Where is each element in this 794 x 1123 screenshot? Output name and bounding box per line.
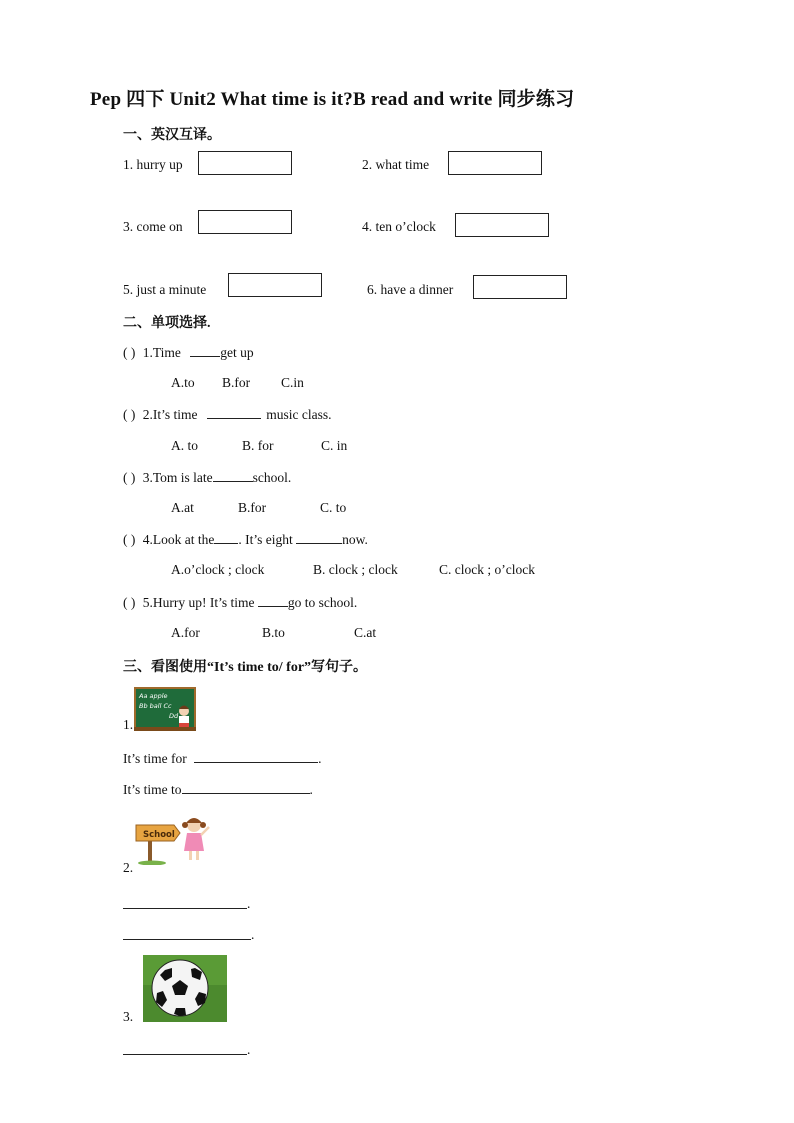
question-3-rest: school. (252, 470, 292, 485)
question-4 (123, 531, 368, 548)
item-1-label: 1. hurry up (123, 157, 183, 172)
q2-option-a[interactable]: A. to (171, 438, 198, 453)
item-3-label: 3. come on (123, 219, 183, 234)
answer-paren[interactable]: ( ) (123, 595, 136, 610)
sentence-to-text: It’s time to (123, 782, 182, 797)
question-1 (123, 344, 254, 361)
sign-text: School (143, 830, 175, 840)
answer-paren[interactable]: ( ) (123, 407, 136, 422)
section-3-heading: 三、看图使用“It’s time to/ for”写句子。 (123, 660, 368, 675)
answer-box-1[interactable] (198, 151, 292, 175)
q4-option-b[interactable]: B. clock ; clock (313, 562, 398, 577)
board-line-2: Bb ball Cc (139, 702, 172, 710)
answer-box-4[interactable] (455, 213, 549, 237)
question-5-rest: go to school. (287, 595, 358, 610)
blank[interactable] (296, 531, 342, 544)
sentence-for-text: It’s time for (123, 751, 187, 766)
period: . (247, 896, 251, 911)
blank[interactable] (214, 531, 238, 544)
picture-1-number: 1. (123, 717, 134, 732)
q4-option-a[interactable]: A.o’clock ; clock (171, 562, 265, 577)
item-5-label: 5. just a minute (123, 282, 207, 297)
item-4-label: 4. ten o’clock (362, 219, 436, 234)
section-2-heading: 二、单项选择. (123, 316, 211, 331)
q3-option-c[interactable]: C. to (320, 500, 347, 515)
question-2-text: 2.It’s time (142, 407, 198, 422)
section-1-heading: 一、英汉互译。 (123, 128, 221, 143)
question-1-rest: get up (220, 345, 254, 360)
blank[interactable] (207, 406, 261, 419)
item-2-label: 2. what time (362, 157, 430, 172)
answer-box-2[interactable] (448, 151, 542, 175)
page-title: Pep 四下 Unit2 What time is it?B read and write 同步练习 (90, 89, 575, 110)
answer-paren[interactable]: ( ) (123, 532, 136, 547)
q2-option-c[interactable]: C. in (321, 438, 348, 453)
board-line-1: Aa apple (139, 692, 168, 700)
q2-option-b[interactable]: B. for (242, 438, 274, 453)
q3-option-b[interactable]: B.for (238, 500, 267, 515)
blank[interactable] (190, 344, 220, 357)
answer-line[interactable] (123, 939, 251, 940)
school-sign-girl-image (134, 813, 214, 865)
blank[interactable] (182, 781, 310, 794)
answer-line[interactable] (123, 1054, 247, 1055)
q5-option-a[interactable]: A.for (171, 625, 200, 640)
board-line-3: Dd (169, 712, 179, 720)
picture-3-number: 3. (123, 1009, 134, 1024)
question-3 (123, 469, 291, 486)
period: . (251, 927, 255, 942)
answer-box-5[interactable] (228, 273, 322, 297)
question-1-text: 1.Time (142, 345, 181, 360)
question-2-rest: music class. (266, 407, 332, 422)
blank[interactable] (213, 469, 253, 482)
answer-box-6[interactable] (473, 275, 567, 299)
q1-option-c[interactable]: C.in (281, 375, 304, 390)
answer-box-3[interactable] (198, 210, 292, 234)
answer-paren[interactable]: ( ) (123, 470, 136, 485)
sentence-for (123, 750, 322, 767)
q1-option-a[interactable]: A.to (171, 375, 195, 390)
answer-paren[interactable]: ( ) (123, 345, 136, 360)
blackboard-teacher-image (134, 687, 196, 731)
q1-option-b[interactable]: B.for (222, 375, 251, 390)
answer-line[interactable] (123, 908, 247, 909)
sentence-to (123, 781, 313, 798)
blank[interactable] (194, 750, 318, 763)
question-4-text: 4.Look at the (142, 532, 215, 547)
picture-2-number: 2. (123, 860, 134, 875)
question-4-rest: now. (342, 532, 368, 547)
q5-option-c[interactable]: C.at (354, 625, 377, 640)
item-6-label: 6. have a dinner (367, 282, 454, 297)
period: . (247, 1042, 251, 1057)
period: . (318, 751, 322, 766)
soccer-ball-image (143, 955, 227, 1022)
question-5 (123, 594, 357, 611)
question-4-mid: . It’s eight (238, 532, 293, 547)
q4-option-c[interactable]: C. clock ; o’clock (439, 562, 535, 577)
question-3-text: 3.Tom is late (142, 470, 213, 485)
q3-option-a[interactable]: A.at (171, 500, 194, 515)
question-5-text: 5.Hurry up! It’s time (142, 595, 255, 610)
blank[interactable] (258, 594, 288, 607)
question-2 (123, 406, 332, 423)
period: . (309, 782, 313, 797)
q5-option-b[interactable]: B.to (262, 625, 285, 640)
